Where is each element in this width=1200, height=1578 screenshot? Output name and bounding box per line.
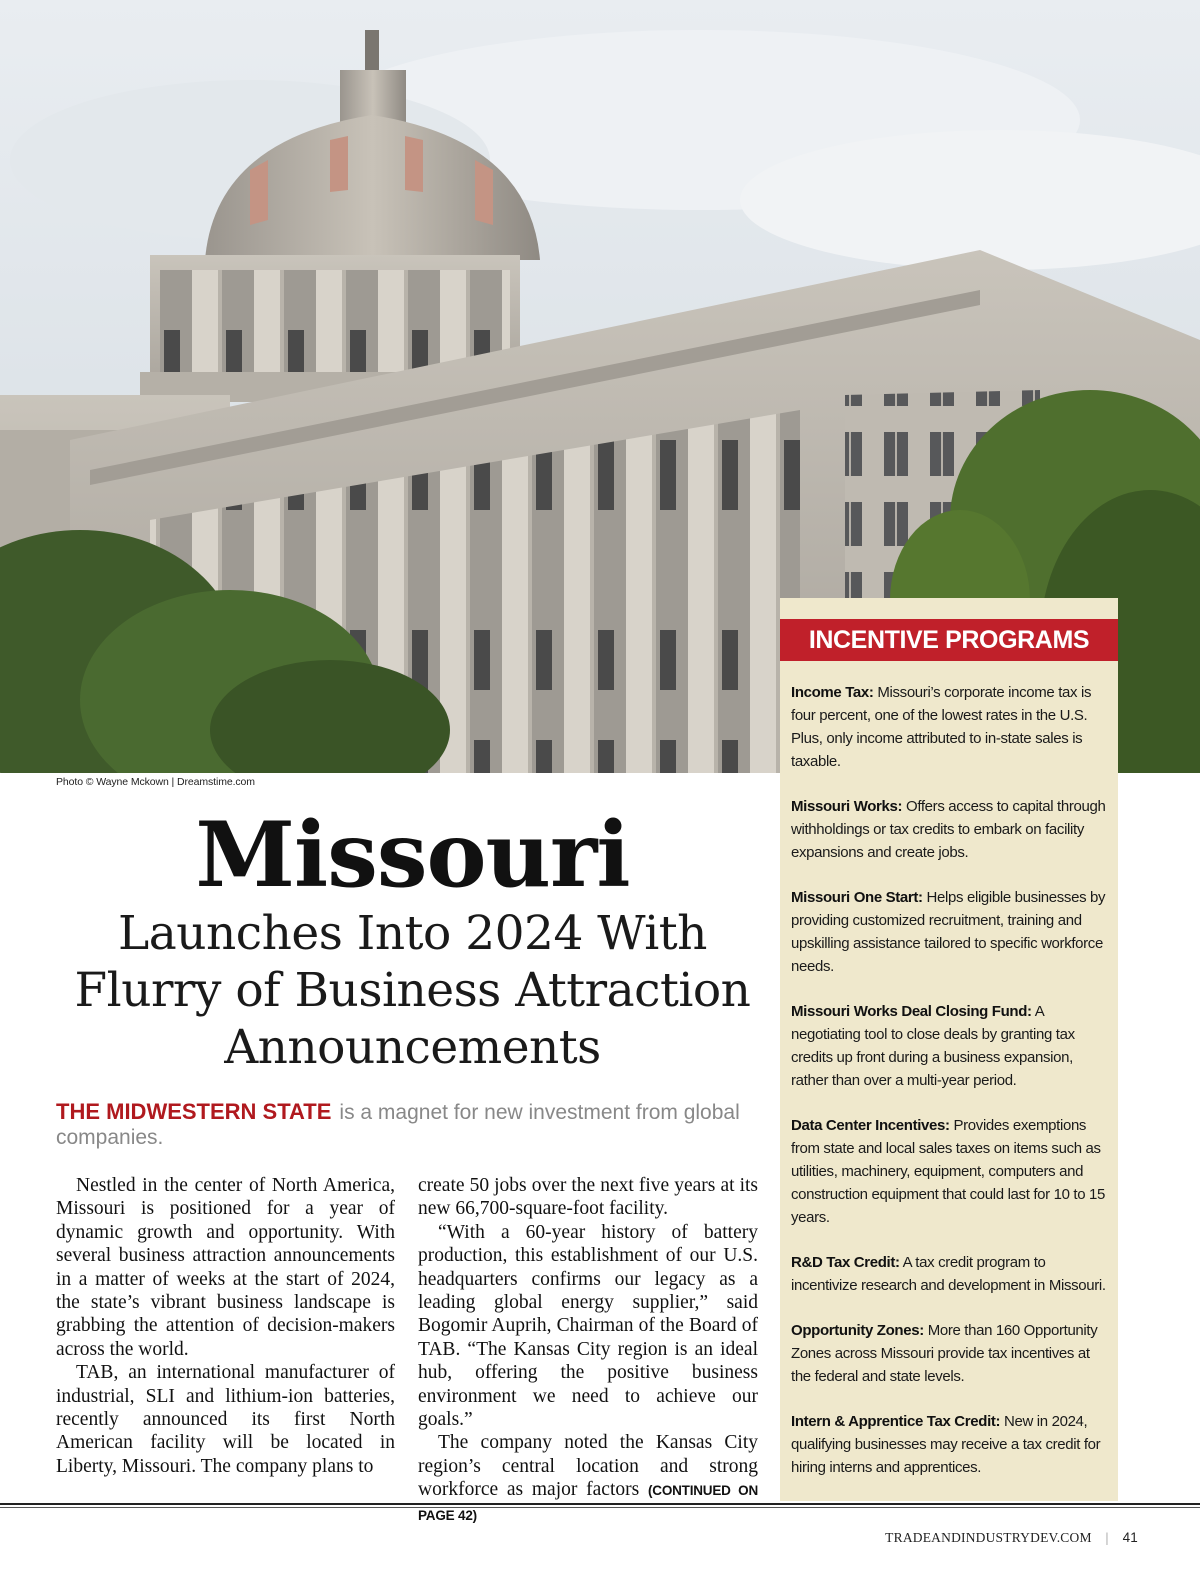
incentive-item-data-center xyxy=(791,1114,1111,1229)
incentive-item-rd-tax-credit xyxy=(791,1251,1111,1297)
incentive-item-missouri-works xyxy=(791,795,1111,864)
incentive-desc: Missouri’s corporate income tax is four percent, one of the lowest rates in the U.S. Plus, only income attributed to in-state sales is taxable. xyxy=(791,684,1092,770)
sidebar-list xyxy=(791,681,1111,1501)
footer-separator: | xyxy=(1105,1530,1109,1545)
incentive-desc: More than 160 Opportunity Zones across Missouri provide tax incentives at the federal and state levels. xyxy=(791,1322,1098,1385)
footer-rule xyxy=(0,1503,1200,1505)
incentive-term: Missouri Works: xyxy=(791,798,903,815)
incentive-item-deal-closing-fund xyxy=(791,1000,1111,1092)
incentive-term: Missouri One Start: xyxy=(791,889,923,906)
body-column-2 xyxy=(418,1174,758,1527)
paragraph: TAB, an international manufacturer of industrial, SLI and lithium-ion batteries, recently announced its first North American facility will be located in Liberty, Missouri. The company plans to xyxy=(56,1362,395,1477)
footer-site-link[interactable]: TRADEANDINDUSTRYDEV.COM xyxy=(885,1530,1092,1545)
incentive-desc: New in 2024, qualifying businesses may receive a tax credit for hiring interns and apprentices. xyxy=(791,1413,1101,1476)
subtitle-line-2: Flurry of Business Attraction xyxy=(74,963,751,1018)
body-column-1 xyxy=(56,1174,395,1478)
incentive-item-one-start xyxy=(791,886,1111,978)
dek xyxy=(56,1099,761,1150)
incentive-item-opportunity-zones xyxy=(791,1319,1111,1388)
paragraph: create 50 jobs over the next five years at its new 66,700-square-foot facility. xyxy=(418,1175,758,1220)
incentive-sidebar xyxy=(780,598,1118,1501)
paragraph: “With a 60-year history of battery production, this establishment of our U.S. headquarters confirms our legacy as a leading global energy supplier,” said Bogomir Auprih, Chairman of the Board of TAB. “The Kansas City region is an ideal hub, offering the positive business environment we need to achieve our goals.” xyxy=(418,1221,758,1431)
continued-link[interactable]: (CONTINUED ON PAGE 42) xyxy=(418,1483,759,1523)
paragraph-text: The company noted the Kansas City region’s central location and strong workforce as major factors xyxy=(418,1432,758,1501)
incentive-term: R&D Tax Credit: xyxy=(791,1254,900,1271)
incentive-term: Income Tax: xyxy=(791,684,874,701)
incentive-term: Opportunity Zones: xyxy=(791,1322,924,1339)
incentive-desc: Helps eligible businesses by providing customized recruitment, training and upskilling assistance tailored to specific workforce needs. xyxy=(791,889,1106,975)
headline-title: Missouri xyxy=(195,802,630,908)
photo-credit: Photo © Wayne Mckown | Dreamstime.com xyxy=(56,776,255,788)
incentive-desc: Offers access to capital through withholdings or tax credits to embark on facility expansions and create jobs. xyxy=(791,798,1106,861)
page-footer xyxy=(885,1530,1138,1546)
subtitle-line-3: Announcements xyxy=(224,1020,601,1075)
incentive-term: Missouri Works Deal Closing Fund: xyxy=(791,1003,1032,1020)
incentive-desc: Provides exemptions from state and local sales taxes on items such as utilities, machinery, equipment, computers and construction equipment that could last for 10 to 15 years. xyxy=(791,1117,1106,1226)
dek-text: is a magnet for new investment from global companies. xyxy=(56,1101,740,1149)
sidebar-title: INCENTIVE PROGRAMS xyxy=(780,619,1118,661)
subtitle-line-1: Launches Into 2024 With xyxy=(118,906,707,961)
incentive-desc: A tax credit program to incentivize research and development in Missouri. xyxy=(791,1254,1106,1294)
dek-kicker: THE MIDWESTERN STATE xyxy=(56,1099,332,1124)
incentive-term: Intern & Apprentice Tax Credit: xyxy=(791,1413,1001,1430)
footer-rule-thin xyxy=(0,1507,1200,1508)
incentive-item-income-tax xyxy=(791,681,1111,773)
incentive-term: Data Center Incentives: xyxy=(791,1117,950,1134)
paragraph xyxy=(418,1431,758,1527)
incentive-item-intern-apprentice xyxy=(791,1410,1111,1479)
page-number: 41 xyxy=(1122,1530,1138,1545)
incentive-desc: A negotiating tool to close deals by granting tax credits up front during a business expansion, rather than over a multi-year period. xyxy=(791,1003,1075,1089)
headline-subtitle xyxy=(40,905,785,1076)
paragraph: Nestled in the center of North America, Missouri is positioned for a year of dynamic growth and opportunity. With several business attraction announcements in a matter of weeks at the start of 2024, the state’s vibrant business landscape is grabbing the attention of decision-makers across the world. xyxy=(56,1175,395,1360)
